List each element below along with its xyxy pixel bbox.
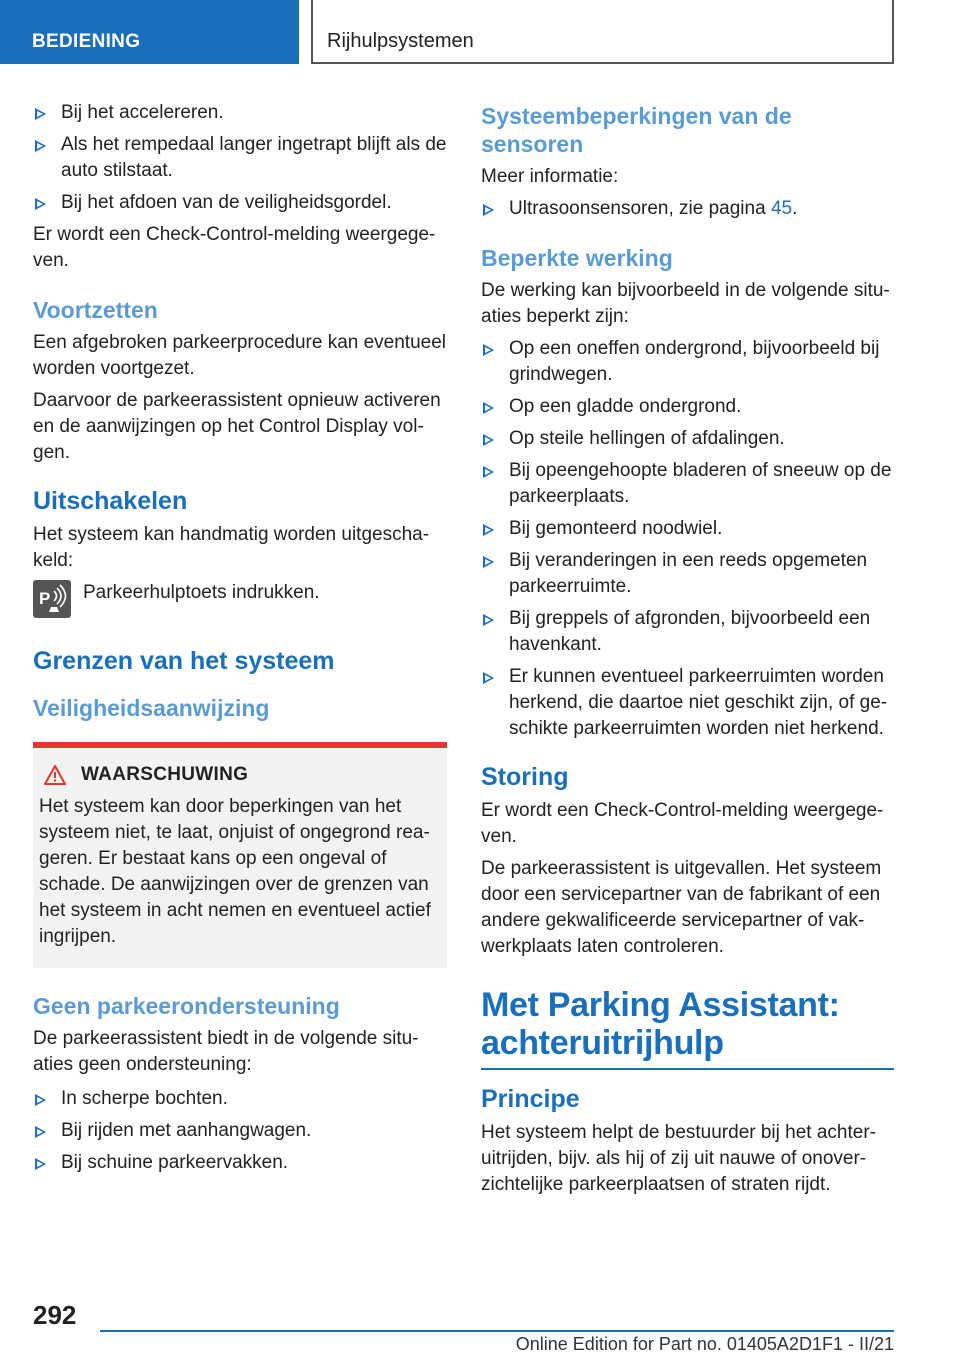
edition-footer: Online Edition for Part no. 01405A2D1F1 - II/21	[515, 1334, 894, 1354]
heading-principe: Principe	[481, 1085, 580, 1113]
list-item: Bij gemonteerd noodwiel.	[481, 516, 894, 542]
list-item: Bij rijden met aanhangwagen.	[33, 1118, 447, 1144]
page-number: 292	[33, 1300, 77, 1330]
section-label: BEDIENING	[32, 31, 141, 52]
list-item: Op steile hellingen of afdalingen.	[481, 426, 894, 452]
heading-systeembeperkingen: Systeembeperkingen van de sensoren	[481, 103, 792, 157]
heading-voortzetten: Voortzetten	[33, 297, 158, 323]
limited-function-list	[481, 336, 894, 742]
triangle-bullet-icon	[483, 466, 494, 478]
triangle-bullet-icon	[35, 108, 46, 120]
heading-grenzen: Grenzen van het systeem	[33, 647, 335, 675]
triangle-bullet-icon	[483, 672, 494, 684]
no-support-list	[33, 1086, 447, 1176]
paragraph: Een afgebroken parkeerprocedure kan eventueel worden voortgezet.	[33, 332, 447, 379]
triangle-bullet-icon	[35, 1126, 46, 1138]
paragraph: Daarvoor de parkeerassistent opnieuw activeren en de aanwijzingen op het Control Display vol-gen.	[33, 390, 441, 463]
paragraph: Het systeem helpt de bestuurder bij het achter-uitrijden, bijv. als hij of zij uit nauwe of onover-zichtelijke parkeerplaatsen of straten rijdt.	[481, 1122, 876, 1195]
triangle-bullet-icon	[483, 204, 494, 216]
paragraph: De parkeerassistent is uitgevallen. Het systeem door een servicepartner van de fabrikant of een andere gekwalificeerde servicepartner of vak-werkplaats laten controleren.	[481, 858, 882, 957]
paragraph: De parkeerassistent biedt in de volgende situ-aties geen ondersteuning:	[33, 1028, 419, 1075]
warning-text: Het systeem kan door beperkingen van het systeem niet, te laat, onjuist of ongegrond rea-geren. Er bestaat kans op een ongeval of schade. De aanwijzingen over de grenzen van het systeem in acht nemen en eventueel actief ingrijpen.	[39, 796, 431, 947]
triangle-bullet-icon	[483, 614, 494, 626]
list-item: Bij opeengehoopte bladeren of sneeuw op de parkeerplaats.	[481, 458, 894, 510]
heading-uitschakelen: Uitschakelen	[33, 487, 188, 515]
paragraph: De werking kan bijvoorbeeld in de volgende situ-aties beperkt zijn:	[481, 280, 890, 327]
heading-beperkte-werking: Beperkte werking	[481, 245, 673, 271]
list-item: Ultrasoonsensoren, zie pagina 45.	[481, 196, 894, 222]
reference-list	[481, 196, 894, 222]
chapter-header	[311, 0, 894, 64]
triangle-bullet-icon	[35, 1094, 46, 1106]
triangle-bullet-icon	[483, 524, 494, 536]
paragraph: Meer informatie:	[481, 166, 619, 187]
page-reference-link[interactable]: 45	[770, 198, 793, 219]
heading-storing: Storing	[481, 763, 569, 791]
triangle-bullet-icon	[483, 344, 494, 356]
heading-veiligheidsaanwijzing: Veiligheidsaanwijzing	[33, 695, 270, 721]
heading-geen-parkeerondersteuning: Geen parkeerondersteuning	[33, 993, 340, 1019]
warning-box	[33, 742, 447, 968]
accelerate-conditions-list	[33, 100, 447, 216]
list-item: Bij het afdoen van de veiligheidsgordel.	[33, 190, 447, 216]
list-item: Op een gladde ondergrond.	[481, 394, 894, 420]
right-column	[481, 100, 894, 1204]
list-item: Er kunnen eventueel parkeerruimten worden herkend, die daartoe niet geschikt zijn, of ge-schikte parkeerruimten worden niet herkend.	[481, 664, 894, 742]
section-tab	[0, 0, 299, 64]
list-item: Bij veranderingen in een reeds opgemeten parkeerruimte.	[481, 548, 894, 600]
triangle-bullet-icon	[483, 556, 494, 568]
left-column	[33, 100, 447, 1182]
footer-divider	[100, 1330, 894, 1332]
triangle-bullet-icon	[35, 1158, 46, 1170]
list-item: Bij het accelereren.	[33, 100, 447, 126]
triangle-bullet-icon	[483, 434, 494, 446]
list-item: Op een oneffen ondergrond, bijvoorbeeld bij grindwegen.	[481, 336, 894, 388]
warning-heading	[39, 762, 439, 788]
instruction-text: Parkeerhulptoets indrukken.	[83, 582, 320, 603]
triangle-bullet-icon	[35, 140, 46, 152]
chapter-title: Rijhulpsystemen	[327, 30, 474, 52]
svg-text:P: P	[39, 589, 51, 608]
paragraph: Er wordt een Check-Control-melding weergege-ven.	[33, 224, 436, 271]
list-item: Bij greppels of afgronden, bijvoorbeeld een havenkant.	[481, 606, 894, 658]
list-item: Bij schuine parkeervakken.	[33, 1150, 447, 1176]
park-button-instruction	[33, 580, 447, 624]
heading-parking-assistant: Met Parking Assistant: achteruitrijhulp	[481, 986, 894, 1070]
list-item: In scherpe bochten.	[33, 1086, 447, 1112]
triangle-bullet-icon	[483, 402, 494, 414]
list-item: Als het rempedaal langer ingetrapt blijft als de auto stilstaat.	[33, 132, 447, 184]
triangle-bullet-icon	[35, 198, 46, 210]
warning-triangle-icon	[43, 764, 67, 786]
warning-title: WAARSCHUWING	[81, 764, 249, 785]
park-assist-button-icon	[33, 580, 71, 618]
paragraph: Het systeem kan handmatig worden uitgescha-keld:	[33, 524, 430, 571]
paragraph: Er wordt een Check-Control-melding weergege-ven.	[481, 800, 884, 847]
